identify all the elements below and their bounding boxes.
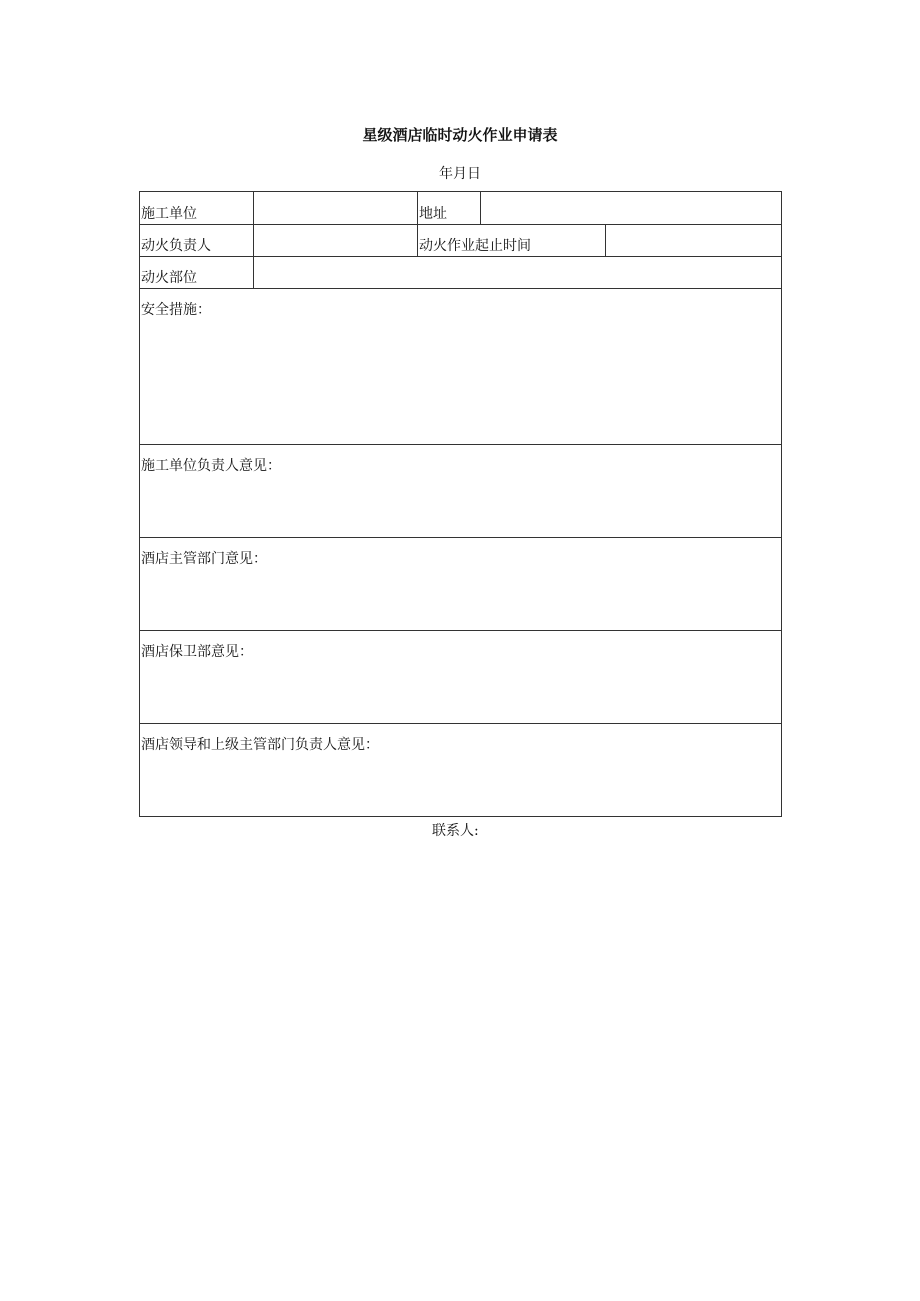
row-safety-measures — [140, 289, 782, 445]
construction-unit-value-cell[interactable] — [254, 192, 418, 225]
fire-time-range-value-cell[interactable] — [606, 225, 782, 257]
leadership-opinion-cell[interactable] — [140, 724, 782, 817]
date-line: 年月日 — [439, 166, 481, 182]
safety-measures-cell[interactable] — [140, 289, 782, 445]
construction-unit-label: 施工单位 — [140, 192, 254, 225]
row-construction-unit-opinion — [140, 445, 782, 538]
address-value-cell[interactable] — [481, 192, 782, 225]
row-fire-location — [140, 257, 782, 289]
fire-supervisor-value-cell[interactable] — [254, 225, 418, 257]
construction-unit-opinion-label: 施工单位负责人意见： — [141, 458, 281, 474]
fire-supervisor-label: 动火负责人 — [140, 225, 254, 257]
fire-location-value-cell[interactable] — [254, 257, 782, 289]
contact-person-label: 联系人: — [432, 823, 479, 839]
safety-measures-label: 安全措施： — [141, 302, 211, 318]
fire-location-label: 动火部位 — [140, 257, 254, 289]
hotel-department-opinion-cell[interactable] — [140, 538, 782, 631]
hotel-department-opinion-label: 酒店主管部门意见： — [141, 551, 267, 567]
row-construction-unit — [140, 192, 782, 225]
row-leadership-opinion — [140, 724, 782, 817]
construction-unit-opinion-cell[interactable] — [140, 445, 782, 538]
address-label: 地址 — [418, 192, 481, 225]
application-form-table — [139, 191, 782, 817]
leadership-opinion-label: 酒店领导和上级主管部门负责人意见： — [141, 737, 379, 753]
hotel-security-opinion-label: 酒店保卫部意见： — [141, 644, 253, 660]
hotel-security-opinion-cell[interactable] — [140, 631, 782, 724]
row-hotel-department-opinion — [140, 538, 782, 631]
form-title: 星级酒店临时动火作业申请表 — [362, 126, 558, 144]
fire-time-range-label: 动火作业起止时间 — [418, 225, 606, 257]
row-fire-supervisor — [140, 225, 782, 257]
row-hotel-security-opinion — [140, 631, 782, 724]
